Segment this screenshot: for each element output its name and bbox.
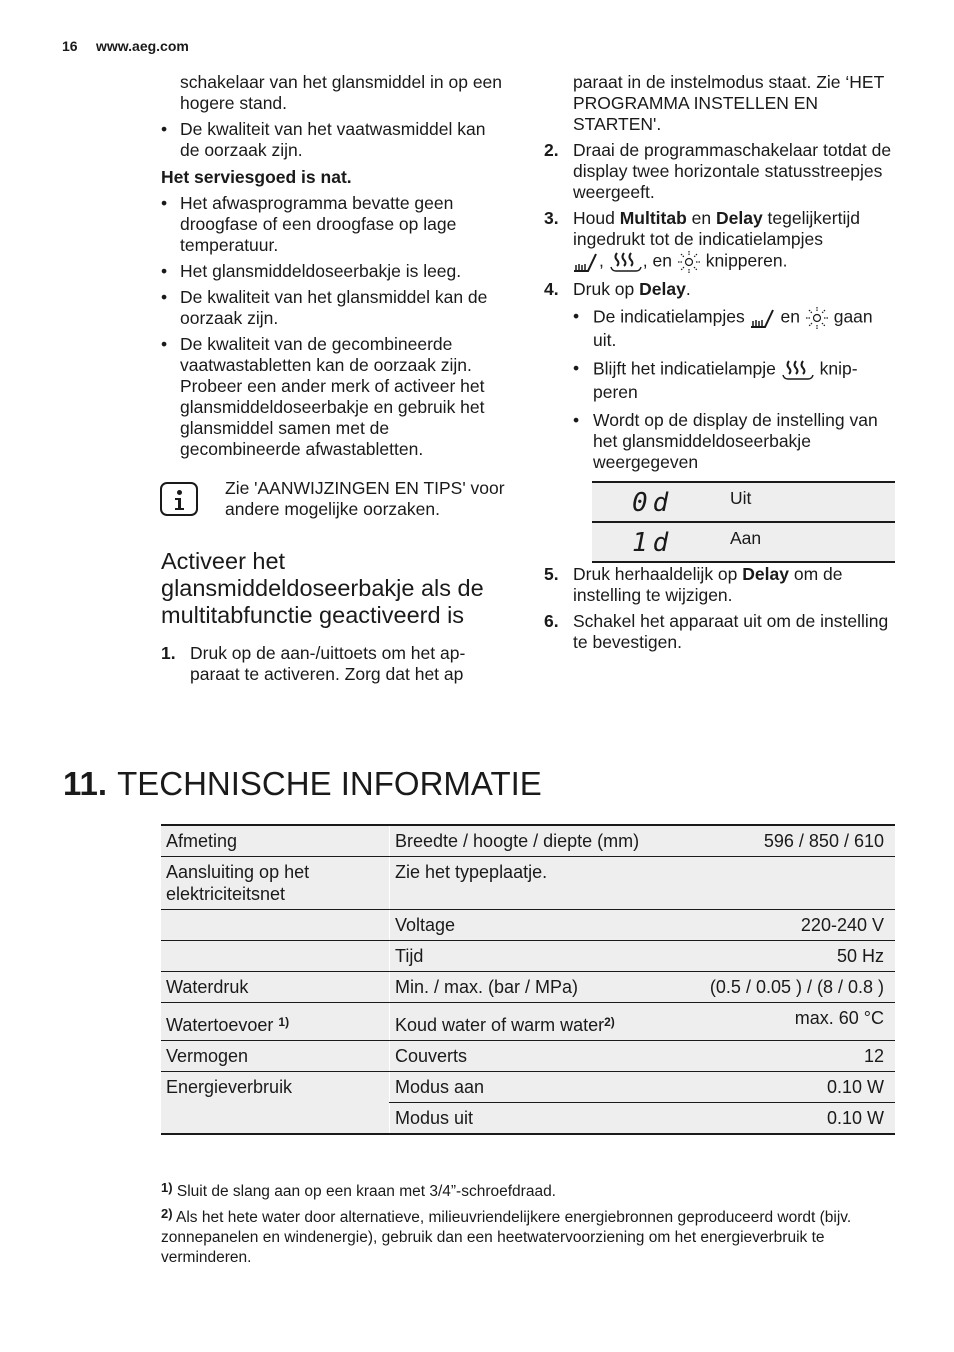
drying-icon xyxy=(609,250,643,274)
list-item: schakelaar van het glansmiddel in op een hogere stand. xyxy=(180,72,503,113)
step-number: 1. xyxy=(161,643,176,663)
technical-info-table xyxy=(161,824,895,1135)
step-2: 2. Draai de programmaschakelaar totdat de display twee horizontale statusstreepjes weergeeft. xyxy=(544,140,892,202)
page-title xyxy=(63,765,542,803)
footnote: $^{2)}$ Als het hete water door alternatieve, milieuvriendelijkere energiebronnen geproduceerd wordt (bijv. zonnepanelen en windenergie), gebruik dan een heetwatervoorziening om het energieverbruik te verminderen. xyxy=(161,1206,852,1266)
header-url: www.aeg.com xyxy=(96,38,189,54)
list-item: • Blijft het indicatielampje knipperen xyxy=(573,358,896,403)
step-6: 6. Schakel het apparaat uit om de instelling te bevestigen. xyxy=(544,611,889,652)
table-row: Voltage 220-240 V xyxy=(161,910,895,941)
info-icon xyxy=(160,482,198,516)
rinse-aid-icon xyxy=(573,251,599,273)
section-title: TECHNISCHE INFORMATIE xyxy=(117,765,542,802)
table-row: Watertoevoer $^{1)}$ Koud water of warm water$^{2)}$ max. 60 °C xyxy=(161,1003,895,1041)
list-item: • De indicatielampjes en gaan uit. xyxy=(573,306,896,351)
display-label: Aan xyxy=(730,528,762,548)
table-row: Energieverbruik Modus aan 0.10 W xyxy=(161,1072,895,1103)
section-heading: Activeer het glansmiddeldoseerbakje als de multitabfunctie geactiveerd is xyxy=(161,548,484,628)
list-item: • De kwaliteit van de gecombineerde vaatwastabletten kan de oorzaak zijn. Probeer een ander merk of activeer het glansmiddeldoseerbakje en gebruik het glansmiddel samen met de gecombineerde afwastabletten. xyxy=(161,334,506,460)
table-row xyxy=(592,481,895,521)
continuation-text: paraat in de instelmodus staat. Zie ‘HET PROGRAMMA INSTELLEN EN STARTEN'. xyxy=(573,72,884,134)
info-note-text: Zie 'AANWIJZINGEN EN TIPS' voor andere mogelijke oorzaken. xyxy=(225,478,505,519)
list-item: • Wordt op de display de instelling van het glansmiddeldoseerbakje weergegeven xyxy=(573,410,896,473)
left-step-1 xyxy=(161,643,506,690)
table-row: Vermogen Couverts 12 xyxy=(161,1041,895,1072)
step-text: Druk op de aan-/uittoets om het apparaat te activeren. Zorg dat het ap xyxy=(190,643,466,684)
table-row: Waterdruk Min. / max. (bar / MPa) (0.5 / 0.05 ) / (8 / 0.8 ) xyxy=(161,972,895,1003)
step-5: 5. Druk herhaaldelijk op Delay om de instelling te wijzigen. xyxy=(544,564,843,605)
step-4: 4. Druk op Delay. • De indicatielampjes en gaan uit. • Blijft het indicatielampje knipperen • Wordt op de display de instelling van het glansmiddeldoseerbakje weergegeven xyxy=(544,279,896,473)
list-item: • De kwaliteit van het vaatwasmiddel kan de oorzaak zijn. xyxy=(161,119,506,161)
display-symbol: 1d xyxy=(632,528,674,558)
table-row: Tijd 50 Hz xyxy=(161,941,895,972)
left-column xyxy=(161,72,506,465)
display-symbol: 0d xyxy=(632,488,674,518)
display-label: Uit xyxy=(730,488,752,508)
subheading: Het serviesgoed is nat. xyxy=(161,167,352,187)
section-number: 11. xyxy=(63,765,108,802)
right-column xyxy=(544,72,896,480)
list-item: • De kwaliteit van het glansmiddel kan de oorzaak zijn. xyxy=(161,287,506,329)
table-row: Aansluiting op het elektriciteitsnet Zie het typeplaatje. xyxy=(161,857,895,910)
table-row: Modus uit 0.10 W xyxy=(161,1103,895,1135)
page-number: 16 xyxy=(62,38,78,54)
table-row xyxy=(592,521,895,563)
rinse-aid-icon xyxy=(750,307,776,329)
table-row: Afmeting Breedte / hoogte / diepte (mm) 596 / 850 / 610 xyxy=(161,825,895,857)
sun-icon xyxy=(805,306,829,330)
footnote: $^{1)}$ Sluit de slang aan op een kraan met 3/4”-schroefdraad. xyxy=(161,1180,556,1200)
sun-icon xyxy=(677,250,701,274)
step-3: 3. Houd Multitab en Delay tegelijkertijd ingedrukt tot de indicatielampjes , , en knipperen. xyxy=(544,208,896,274)
drying-icon xyxy=(781,358,815,382)
right-steps-5-6 xyxy=(544,564,896,658)
list-item: • Het afwasprogramma bevatte geen droogfase of een droogfase op lage temperatuur. xyxy=(161,193,506,256)
display-settings-table xyxy=(592,481,895,563)
list-item: • Het glansmiddeldoseerbakje is leeg. xyxy=(161,261,506,282)
